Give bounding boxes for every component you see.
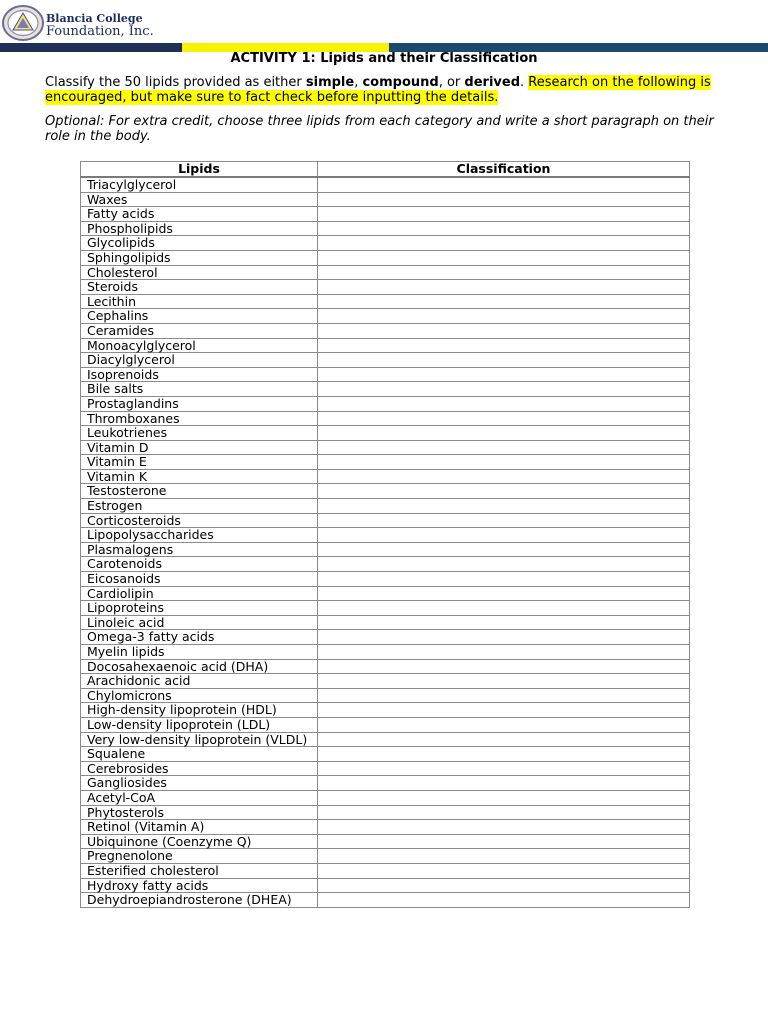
lipid-name-cell: High-density lipoprotein (HDL) <box>81 703 318 718</box>
classification-cell[interactable] <box>318 207 690 222</box>
classification-cell[interactable] <box>318 834 690 849</box>
classification-cell[interactable] <box>318 265 690 280</box>
lipid-name-cell: Linoleic acid <box>81 615 318 630</box>
table-row <box>81 309 690 324</box>
table-row <box>81 338 690 353</box>
classification-cell[interactable] <box>318 674 690 689</box>
instructions-compound: compound <box>362 75 439 90</box>
classification-cell[interactable] <box>318 659 690 674</box>
table-row <box>81 513 690 528</box>
table-row <box>81 703 690 718</box>
instructions-simple: simple <box>305 75 355 90</box>
lipid-name-cell: Omega-3 fatty acids <box>81 630 318 645</box>
classification-cell[interactable] <box>318 805 690 820</box>
table-row <box>81 411 690 426</box>
lipid-name-cell: Prostaglandins <box>81 396 318 411</box>
lipid-name-cell: Cerebrosides <box>81 761 318 776</box>
instructions-derived: derived <box>464 75 521 90</box>
lipid-name-cell: Docosahexaenoic acid (DHA) <box>81 659 318 674</box>
table-row <box>81 863 690 878</box>
org-name-line2: Foundation, Inc. <box>46 24 154 39</box>
lipid-name-cell: Squalene <box>81 747 318 762</box>
classification-cell[interactable] <box>318 820 690 835</box>
classification-cell[interactable] <box>318 221 690 236</box>
table-row <box>81 353 690 368</box>
lipid-name-cell: Esterified cholesterol <box>81 863 318 878</box>
lipid-name-cell: Steroids <box>81 280 318 295</box>
table-row <box>81 236 690 251</box>
classification-cell[interactable] <box>318 761 690 776</box>
lipid-name-cell: Isoprenoids <box>81 367 318 382</box>
table-row <box>81 484 690 499</box>
classification-cell[interactable] <box>318 338 690 353</box>
instructions-sep1: , <box>354 75 363 90</box>
lipid-name-cell: Very low-density lipoprotein (VLDL) <box>81 732 318 747</box>
lipid-name-cell: Low-density lipoprotein (LDL) <box>81 717 318 732</box>
table-row <box>81 645 690 660</box>
lipids-table <box>80 161 690 908</box>
table-row <box>81 177 690 192</box>
table-row <box>81 265 690 280</box>
classification-cell[interactable] <box>318 323 690 338</box>
table-row <box>81 382 690 397</box>
classification-cell[interactable] <box>318 396 690 411</box>
table-row <box>81 367 690 382</box>
table-row <box>81 834 690 849</box>
classification-cell[interactable] <box>318 294 690 309</box>
org-name-line1: Blancia College <box>46 12 143 25</box>
lipid-name-cell: Lecithin <box>81 294 318 309</box>
table-row <box>81 586 690 601</box>
lipid-name-cell: Cholesterol <box>81 265 318 280</box>
header-lipids: Lipids <box>81 162 318 178</box>
instructions-highlight: Research on the following is encouraged, but make sure to fact check before inputting the details. <box>45 75 711 105</box>
classification-cell[interactable] <box>318 893 690 908</box>
table-row <box>81 294 690 309</box>
classification-cell[interactable] <box>318 382 690 397</box>
table-row <box>81 674 690 689</box>
lipid-name-cell: Phospholipids <box>81 221 318 236</box>
classification-cell[interactable] <box>318 280 690 295</box>
lipid-name-cell: Acetyl-CoA <box>81 790 318 805</box>
lipid-name-cell: Diacylglycerol <box>81 353 318 368</box>
table-row <box>81 893 690 908</box>
lipid-name-cell: Ubiquinone (Coenzyme Q) <box>81 834 318 849</box>
table-row <box>81 528 690 543</box>
table-row <box>81 572 690 587</box>
classification-cell[interactable] <box>318 469 690 484</box>
table-row <box>81 455 690 470</box>
table-row <box>81 221 690 236</box>
classification-cell[interactable] <box>318 528 690 543</box>
lipid-name-cell: Triacylglycerol <box>81 177 318 192</box>
classification-cell[interactable] <box>318 703 690 718</box>
table-row <box>81 805 690 820</box>
table-row <box>81 615 690 630</box>
table-row <box>81 207 690 222</box>
classification-cell[interactable] <box>318 863 690 878</box>
classification-cell[interactable] <box>318 499 690 514</box>
table-row <box>81 717 690 732</box>
classification-cell[interactable] <box>318 250 690 265</box>
lipid-name-cell: Pregnenolone <box>81 849 318 864</box>
table-row <box>81 542 690 557</box>
lipid-name-cell: Estrogen <box>81 499 318 514</box>
classification-cell[interactable] <box>318 688 690 703</box>
lipid-name-cell: Cardiolipin <box>81 586 318 601</box>
table-row <box>81 557 690 572</box>
lipid-name-cell: Myelin lipids <box>81 645 318 660</box>
classification-cell[interactable] <box>318 557 690 572</box>
lipid-name-cell: Vitamin K <box>81 469 318 484</box>
classification-cell[interactable] <box>318 572 690 587</box>
table-row <box>81 192 690 207</box>
lipid-name-cell: Bile salts <box>81 382 318 397</box>
table-row <box>81 280 690 295</box>
lipid-name-cell: Lipopolysaccharides <box>81 528 318 543</box>
lipid-name-cell: Plasmalogens <box>81 542 318 557</box>
table-row <box>81 323 690 338</box>
table-row <box>81 601 690 616</box>
classification-cell[interactable] <box>318 747 690 762</box>
classification-cell[interactable] <box>318 878 690 893</box>
table-row <box>81 426 690 441</box>
classification-cell[interactable] <box>318 630 690 645</box>
lipid-name-cell: Arachidonic acid <box>81 674 318 689</box>
lipid-name-cell: Gangliosides <box>81 776 318 791</box>
classification-cell[interactable] <box>318 440 690 455</box>
lipid-name-cell: Hydroxy fatty acids <box>81 878 318 893</box>
lipid-name-cell: Testosterone <box>81 484 318 499</box>
classification-cell[interactable] <box>318 513 690 528</box>
table-header-row <box>81 162 690 178</box>
classification-cell[interactable] <box>318 717 690 732</box>
classification-cell[interactable] <box>318 192 690 207</box>
lipid-name-cell: Fatty acids <box>81 207 318 222</box>
classification-cell[interactable] <box>318 236 690 251</box>
table-row <box>81 790 690 805</box>
classification-cell[interactable] <box>318 732 690 747</box>
header-classification: Classification <box>318 162 690 178</box>
classification-cell[interactable] <box>318 615 690 630</box>
classification-cell[interactable] <box>318 645 690 660</box>
lipid-name-cell: Monoacylglycerol <box>81 338 318 353</box>
classification-cell[interactable] <box>318 426 690 441</box>
table-row <box>81 469 690 484</box>
table-row <box>81 761 690 776</box>
optional-paragraph: Optional: For extra credit, choose three lipids from each category and write a short paragraph on their role in the body. <box>45 114 714 144</box>
lipid-name-cell: Glycolipids <box>81 236 318 251</box>
classification-cell[interactable] <box>318 411 690 426</box>
table-row <box>81 630 690 645</box>
table-row <box>81 820 690 835</box>
table-row <box>81 396 690 411</box>
lipid-name-cell: Waxes <box>81 192 318 207</box>
table-row <box>81 776 690 791</box>
document-title: ACTIVITY 1: Lipids and their Classification <box>230 51 538 66</box>
lipid-name-cell: Ceramides <box>81 323 318 338</box>
classification-cell[interactable] <box>318 586 690 601</box>
table-row <box>81 732 690 747</box>
classification-cell[interactable] <box>318 542 690 557</box>
classification-cell[interactable] <box>318 601 690 616</box>
classification-cell[interactable] <box>318 177 690 192</box>
instructions-pre: Classify the 50 lipids provided as either <box>45 75 306 90</box>
lipid-name-cell: Vitamin D <box>81 440 318 455</box>
instructions-sep2: , or <box>438 75 465 90</box>
instructions-paragraph <box>45 75 735 105</box>
lipid-name-cell: Retinol (Vitamin A) <box>81 820 318 835</box>
lipid-name-cell: Carotenoids <box>81 557 318 572</box>
table-row <box>81 878 690 893</box>
classification-cell[interactable] <box>318 484 690 499</box>
lipid-name-cell: Cephalins <box>81 309 318 324</box>
lipid-name-cell: Dehydroepiandrosterone (DHEA) <box>81 893 318 908</box>
lipid-name-cell: Corticosteroids <box>81 513 318 528</box>
classification-cell[interactable] <box>318 367 690 382</box>
instructions-post: . <box>520 75 529 90</box>
lipid-name-cell: Sphingolipids <box>81 250 318 265</box>
lipid-name-cell: Thromboxanes <box>81 411 318 426</box>
classification-cell[interactable] <box>318 849 690 864</box>
lipid-name-cell: Lipoproteins <box>81 601 318 616</box>
college-logo <box>2 5 44 41</box>
table-row <box>81 849 690 864</box>
classification-cell[interactable] <box>318 353 690 368</box>
lipid-name-cell: Chylomicrons <box>81 688 318 703</box>
lipid-name-cell: Vitamin E <box>81 455 318 470</box>
lipid-name-cell: Leukotrienes <box>81 426 318 441</box>
table-row <box>81 747 690 762</box>
lipid-name-cell: Eicosanoids <box>81 572 318 587</box>
table-row <box>81 499 690 514</box>
table-row <box>81 250 690 265</box>
classification-cell[interactable] <box>318 790 690 805</box>
lipid-name-cell: Phytosterols <box>81 805 318 820</box>
table-row <box>81 659 690 674</box>
table-row <box>81 440 690 455</box>
classification-cell[interactable] <box>318 776 690 791</box>
table-row <box>81 688 690 703</box>
organization-name <box>46 13 154 38</box>
classification-cell[interactable] <box>318 455 690 470</box>
classification-cell[interactable] <box>318 309 690 324</box>
